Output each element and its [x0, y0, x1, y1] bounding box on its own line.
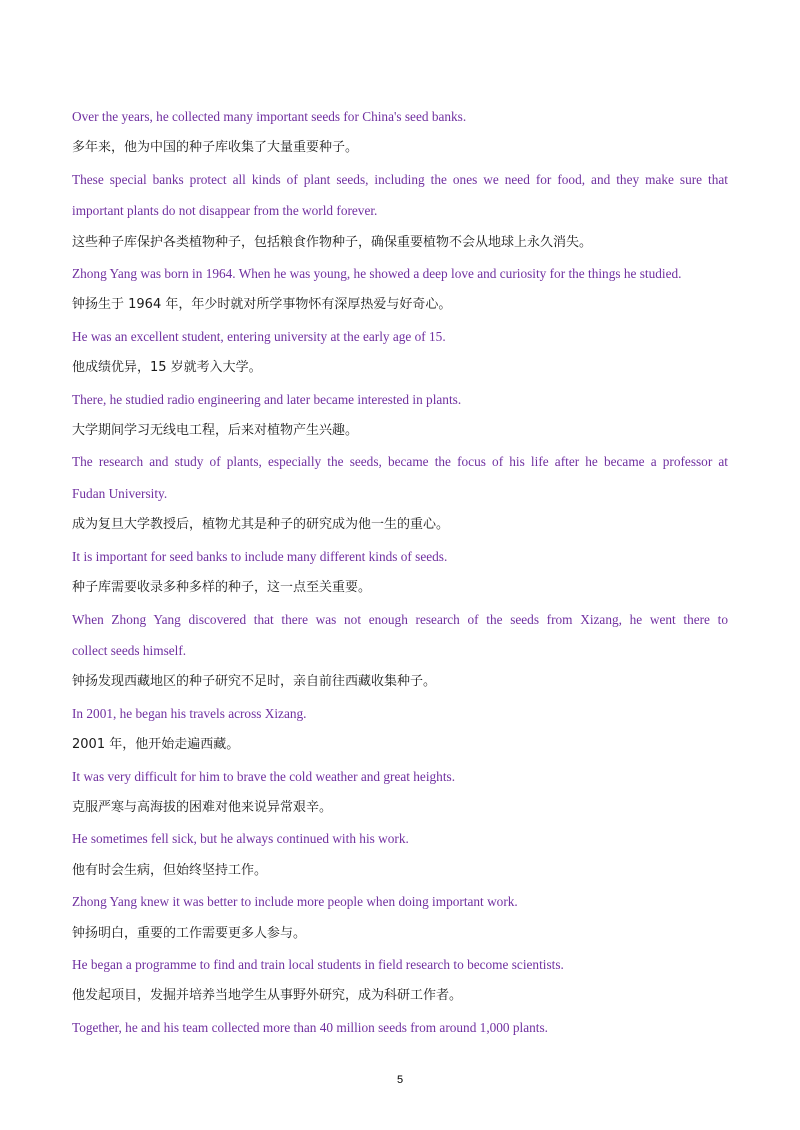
chinese-translation: 钟扬发现西藏地区的种子研究不足时，亲自前往西藏收集种子。	[72, 674, 437, 690]
english-sentence: collect seeds himself.	[72, 642, 187, 658]
chinese-translation: 这些种子库保护各类植物种子，包括粮食作物种子，确保重要植物不会从地球上永久消失。	[72, 234, 593, 250]
english-sentence: Zhong Yang was born in 1964. When he was young, he showed a deep love and curiosity for the things he studied.	[72, 266, 682, 282]
chinese-translation: 多年来，他为中国的种子库收集了大量重要种子。	[72, 140, 359, 156]
english-sentence: It was very difficult for him to brave the cold weather and great heights.	[72, 768, 456, 784]
english-sentence: In 2001, he began his travels across Xizang.	[72, 705, 307, 721]
english-sentence: important plants do not disappear from the world forever.	[72, 203, 378, 219]
english-sentence: The research and study of plants, especially the seeds, became the focus of his life after he became a professor at	[72, 454, 728, 470]
english-sentence: He sometimes fell sick, but he always continued with his work.	[72, 831, 409, 847]
chinese-translation: 钟扬生于 1964 年，年少时就对所学事物怀有深厚热爱与好奇心。	[72, 297, 452, 313]
page-number: 5	[396, 1074, 404, 1086]
document-body	[72, 101, 728, 1043]
chinese-translation: 2001 年，他开始走遍西藏。	[72, 737, 240, 753]
chinese-translation: 大学期间学习无线电工程，后来对植物产生兴趣。	[72, 423, 359, 439]
chinese-translation: 成为复旦大学教授后，植物尤其是种子的研究成为他一生的重心。	[72, 517, 450, 533]
english-sentence: He was an excellent student, entering university at the early age of 15.	[72, 328, 446, 344]
chinese-translation: 克服严寒与高海拔的困难对他来说异常艰辛。	[72, 799, 333, 815]
english-sentence: Over the years, he collected many important seeds for China's seed banks.	[72, 109, 467, 124]
english-sentence: Zhong Yang knew it was better to include more people when doing important work.	[72, 894, 518, 910]
english-sentence: Fudan University.	[72, 485, 168, 501]
english-sentence: It is important for seed banks to include many different kinds of seeds.	[72, 548, 448, 564]
chinese-translation: 他有时会生病，但始终坚持工作。	[72, 862, 268, 878]
chinese-translation: 钟扬明白，重要的工作需要更多人参与。	[72, 925, 307, 941]
chinese-translation: 他成绩优异，15 岁就考入大学。	[72, 360, 262, 376]
english-sentence: Together, he and his team collected more than 40 million seeds from around 1,000 plants.	[72, 1019, 548, 1035]
chinese-translation: 种子库需要收录多种多样的种子，这一点至关重要。	[72, 580, 372, 596]
english-sentence: These special banks protect all kinds of plant seeds, including the ones we need for food, and they make sure that	[72, 171, 728, 187]
chinese-translation: 他发起项目，发掘并培养当地学生从事野外研究，成为科研工作者。	[72, 988, 463, 1004]
english-sentence: He began a programme to find and train local students in field research to become scientists.	[72, 956, 564, 972]
english-sentence: There, he studied radio engineering and later became interested in plants.	[72, 391, 462, 407]
english-sentence: When Zhong Yang discovered that there was not enough research of the seeds from Xizang, he went there to	[72, 611, 728, 627]
